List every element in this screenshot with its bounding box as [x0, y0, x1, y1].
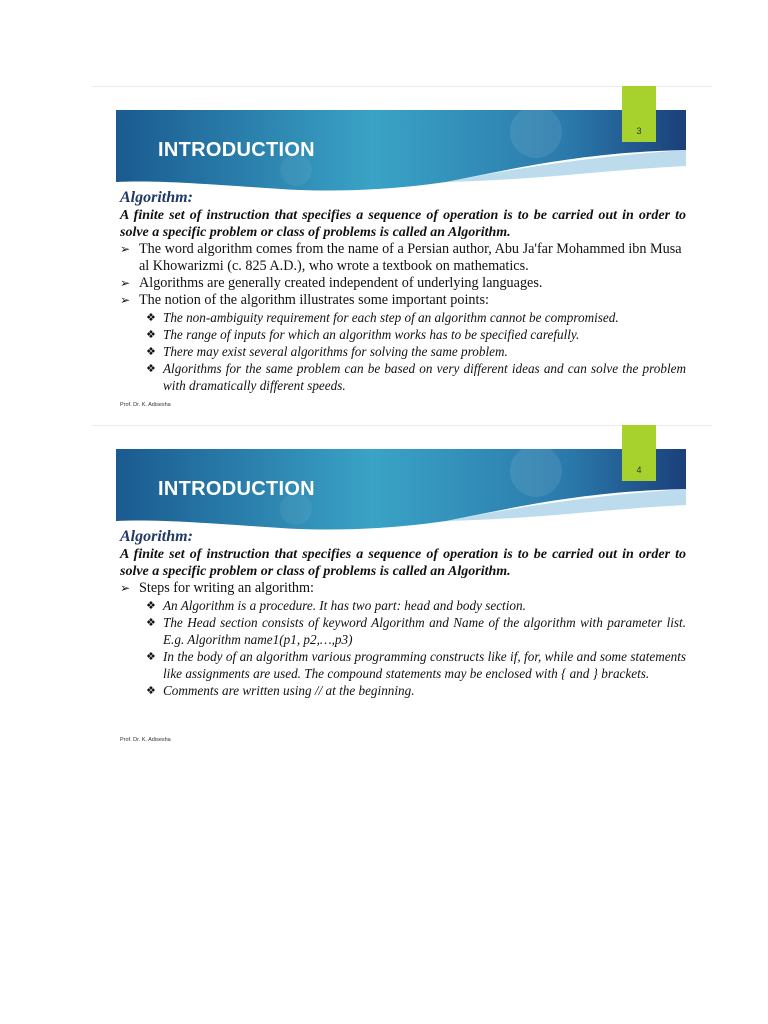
- diamond-bullet-icon: ❖: [146, 362, 156, 375]
- sub-bullet-text: The Head section consists of keyword Algorithm and Name of the algorithm with parameter list. E.g. Algorithm name1(p1, p2,…,p3): [163, 615, 686, 647]
- sub-bullet-item: [120, 309, 686, 326]
- sub-bullet-item: [120, 648, 686, 682]
- bullet-text: Steps for writing an algorithm:: [139, 580, 314, 596]
- bullet-item: [120, 275, 686, 292]
- sub-bullet-text: There may exist several algorithms for solving the same problem.: [163, 344, 508, 359]
- slide-content: [120, 527, 686, 699]
- arrow-bullet-icon: ➢: [120, 581, 131, 595]
- arrow-bullet-icon: ➢: [120, 293, 131, 307]
- diamond-bullet-icon: ❖: [146, 311, 156, 324]
- slide-footer-author: Prof. Dr. K. Adisesha: [120, 737, 171, 743]
- bullet-text: The notion of the algorithm illustrates some important points:: [139, 292, 489, 308]
- diamond-bullet-icon: ❖: [146, 616, 156, 629]
- bullet-text: Algorithms are generally created independent of underlying languages.: [139, 275, 543, 291]
- sub-bullet-text: The range of inputs for which an algorithm works has to be specified carefully.: [163, 327, 580, 342]
- section-heading: Algorithm:: [120, 189, 193, 206]
- slide-content: [120, 188, 686, 394]
- diamond-bullet-icon: ❖: [146, 345, 156, 358]
- sub-bullet-item: [120, 614, 686, 648]
- sub-bullet-text: In the body of an algorithm various programming constructs like if, for, while and some statements like assignments are used. The compound statements may be enclosed with { and } brackets.: [163, 649, 686, 681]
- sub-bullet-text: An Algorithm is a procedure. It has two part: head and body section.: [163, 598, 526, 613]
- arrow-bullet-icon: ➢: [120, 276, 131, 290]
- slide-page-3: [92, 86, 712, 421]
- definition-text: A finite set of instruction that specifies a sequence of operation is to be carried out in order to solve a specific problem or class of problems is called an Algorithm.: [120, 547, 686, 579]
- sub-bullet-text: Comments are written using // at the beginning.: [163, 683, 415, 698]
- slide-top-divider: [92, 425, 712, 426]
- sub-bullet-item: [120, 360, 686, 394]
- arrow-bullet-icon: ➢: [120, 242, 131, 256]
- diamond-bullet-icon: ❖: [146, 328, 156, 341]
- slide-title: INTRODUCTION: [158, 478, 315, 500]
- sub-bullet-item: [120, 326, 686, 343]
- page-number: 4: [636, 465, 642, 475]
- slide-page-4: [92, 425, 712, 765]
- sub-bullet-item: [120, 597, 686, 614]
- sub-bullet-item: [120, 343, 686, 360]
- sub-bullet-text: The non-ambiguity requirement for each step of an algorithm cannot be compromised.: [163, 310, 619, 325]
- slide-footer-author: Prof. Dr. K. Adisesha: [120, 402, 171, 408]
- slide-header-band: [116, 110, 686, 192]
- section-heading: Algorithm:: [120, 528, 193, 545]
- page-number: 3: [636, 126, 642, 136]
- bullet-item: [120, 241, 686, 275]
- slide-title: INTRODUCTION: [158, 139, 315, 161]
- diamond-bullet-icon: ❖: [146, 650, 156, 663]
- sub-bullet-item: [120, 682, 686, 699]
- diamond-bullet-icon: ❖: [146, 684, 156, 697]
- slide-top-divider: [92, 86, 712, 87]
- sub-bullet-text: Algorithms for the same problem can be based on very different ideas and can solve the problem with dramatically different speeds.: [163, 361, 686, 393]
- definition-text: A finite set of instruction that specifies a sequence of operation is to be carried out in order to solve a specific problem or class of problems is called an Algorithm.: [120, 208, 686, 240]
- bullet-text: The word algorithm comes from the name of a Persian author, Abu Ja'far Mohammed ibn Musa al Khowarizmi (c. 825 A.D.), who wrote a textbook on mathematics.: [139, 241, 682, 274]
- slide-header-band: [116, 449, 686, 531]
- diamond-bullet-icon: ❖: [146, 599, 156, 612]
- bullet-item: [120, 580, 686, 597]
- bullet-item: [120, 292, 686, 309]
